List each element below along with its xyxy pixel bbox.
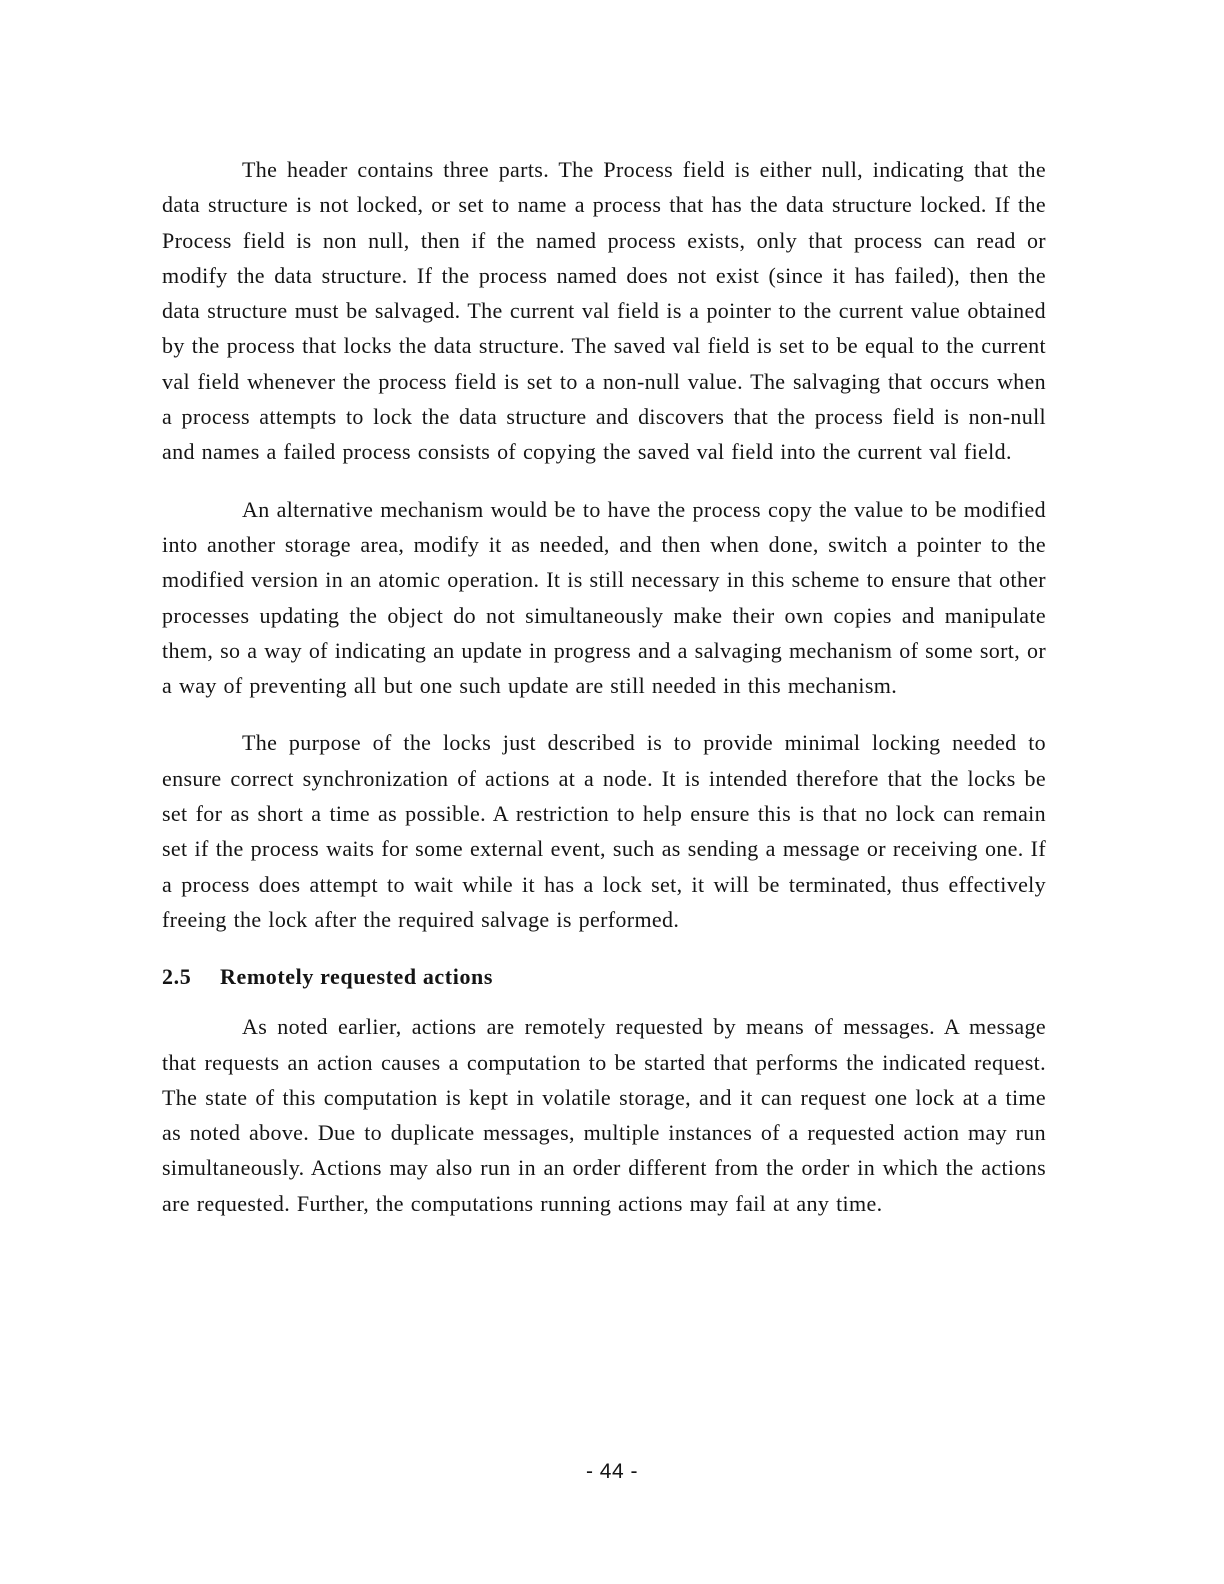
page-number: - 44 -: [585, 1460, 638, 1483]
paragraph-header-fields: The header contains three parts. The Process field is either null, indicating that the data structure is not locked, or set to name a process that has the data structure locked. If the Process field is non null, then if the named process exists, only that process can read or modify the data structure. If the process named does not exist (since it has failed), then the data structure must be salvaged. The current val field is a pointer to the current value obtained by the process that locks the data structure. The saved val field is set to be equal to the current val field whenever the process field is set to a non-null value. The salvaging that occurs when a process attempts to lock the data structure and discovers that the process field is non-null and names a failed process consists of copying the saved val field into the current val field.: [162, 157, 1046, 465]
paragraph-alternative-mechanism: An alternative mechanism would be to have the process copy the value to be modified into another storage area, modify it as needed, and then when done, switch a pointer to the modified version in an atomic operation. It is still necessary in this scheme to ensure that other processes updating the object do not simultaneously make their own copies and manipulate them, so a way of indicating an update in progress and a salvaging mechanism of some sort, or a way of preventing all but one such update are still needed in this mechanism.: [162, 496, 1046, 699]
paragraph-lock-purpose: The purpose of the locks just described is to provide minimal locking needed to ensure correct synchronization of actions at a node. It is intended therefore that the locks be set for as short a time as possible. A restriction to help ensure this is that no lock can remain set if the process waits for some external event, such as sending a message or receiving one. If a process does attempt to wait while it has a lock set, it will be terminated, thus effectively freeing the lock after the required salvage is performed.: [162, 730, 1046, 932]
document-page: [162, 152, 1046, 1221]
section-number: 2.5: [162, 964, 192, 990]
paragraph-remote-actions: As noted earlier, actions are remotely requested by means of messages. A message that requests an action causes a computation to be started that performs the indicated request. The state of this computation is kept in volatile storage, and it can request one lock at a time as noted above. Due to duplicate messages, multiple instances of a requested action may run simultaneously. Actions may also run in an order different from the order in which the actions are requested. Further, the computations running actions may fail at any time.: [162, 1014, 1046, 1216]
section-heading: [162, 959, 1046, 994]
section-title: Remotely requested actions: [220, 964, 494, 990]
